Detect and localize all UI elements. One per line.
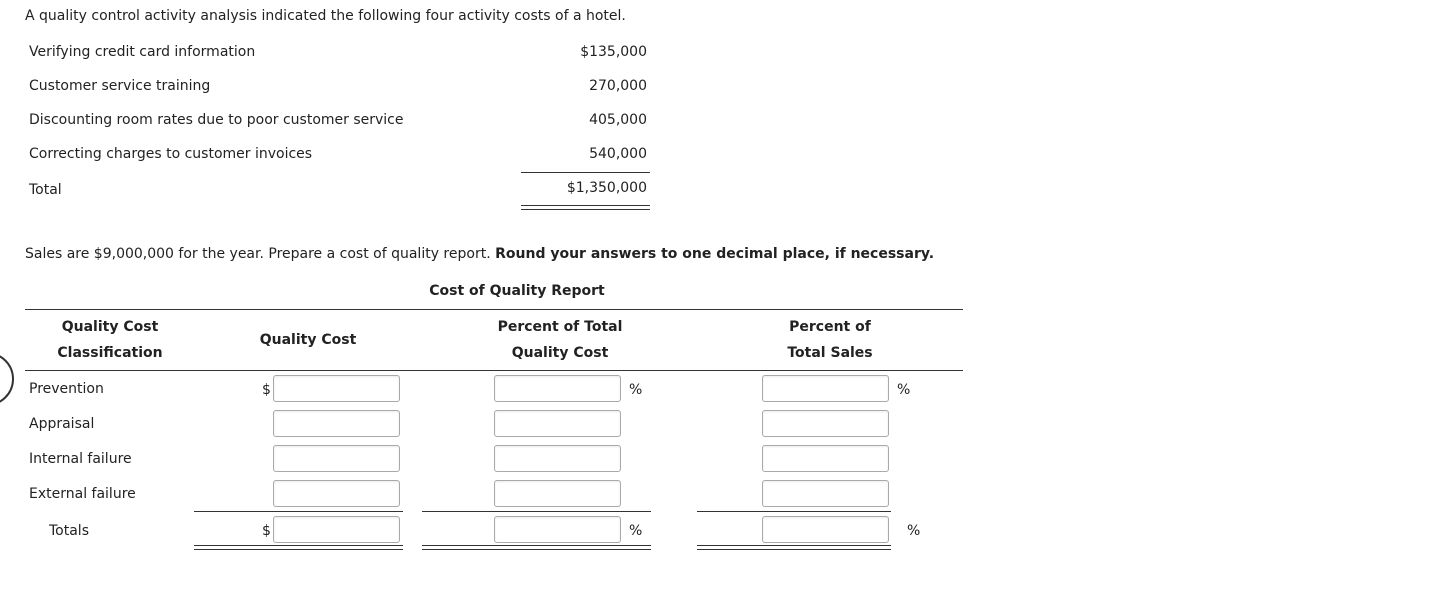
dollar-sign: $: [262, 523, 271, 539]
header-classification: Quality Cost Classification: [57, 319, 163, 361]
appraisal-cost-input[interactable]: [273, 410, 400, 437]
row-label-internal-failure: Internal failure: [29, 451, 132, 467]
instruction-bold: Round your answers to one decimal place, if necessary.: [495, 246, 935, 262]
header-percent-total-quality-cost: Percent of Total Quality Cost: [497, 319, 623, 361]
instruction-normal: Sales are $9,000,000 for the year. Prepare a cost of quality report.: [25, 246, 491, 262]
total-double-rule: [521, 205, 650, 210]
external-failure-percent-sales-input[interactable]: [762, 480, 889, 507]
row-label-totals: Totals: [49, 523, 89, 539]
prevention-percent-sales-input[interactable]: [762, 375, 889, 402]
appraisal-percent-sales-input[interactable]: [762, 410, 889, 437]
report-title: Cost of Quality Report: [429, 283, 605, 299]
header-top-rule: [25, 309, 963, 310]
row-label-external-failure: External failure: [29, 486, 136, 502]
activity-value: $135,000: [580, 44, 647, 60]
activity-label: Verifying credit card information: [29, 44, 256, 60]
activity-value: 540,000: [589, 146, 647, 162]
prevention-cost-input[interactable]: [273, 375, 400, 402]
activity-value: 405,000: [589, 112, 647, 128]
external-failure-cost-input[interactable]: [273, 480, 400, 507]
totals-percent-quality-input[interactable]: [494, 516, 621, 543]
internal-failure-percent-quality-input[interactable]: [494, 445, 621, 472]
totals-top-rule: [194, 511, 403, 512]
question-nav-circle[interactable]: [0, 352, 14, 406]
totals-double-rule: [697, 545, 891, 550]
dollar-sign: $: [262, 382, 271, 398]
total-label: Total: [29, 182, 62, 198]
header-percent-total-sales: Percent of Total Sales: [787, 319, 873, 361]
instruction-text: [25, 246, 934, 262]
internal-failure-cost-input[interactable]: [273, 445, 400, 472]
prevention-percent-quality-input[interactable]: [494, 375, 621, 402]
external-failure-percent-quality-input[interactable]: [494, 480, 621, 507]
totals-percent-sales-input[interactable]: [762, 516, 889, 543]
internal-failure-percent-sales-input[interactable]: [762, 445, 889, 472]
activity-value: 270,000: [589, 78, 647, 94]
percent-sign: %: [629, 382, 643, 398]
row-label-prevention: Prevention: [29, 381, 104, 397]
total-value: $1,350,000: [566, 180, 647, 196]
totals-double-rule: [194, 545, 403, 550]
percent-sign: %: [907, 523, 921, 539]
header-quality-cost: Quality Cost: [259, 332, 357, 348]
totals-top-rule: [422, 511, 651, 512]
activity-label: Correcting charges to customer invoices: [29, 146, 313, 162]
header-bottom-rule: [25, 370, 963, 371]
percent-sign: %: [629, 523, 643, 539]
totals-double-rule: [422, 545, 651, 550]
row-label-appraisal: Appraisal: [29, 416, 95, 432]
totals-cost-input[interactable]: [273, 516, 400, 543]
totals-top-rule: [697, 511, 891, 512]
intro-text: A quality control activity analysis indicated the following four activity costs of a hotel.: [25, 8, 626, 24]
percent-sign: %: [897, 382, 911, 398]
activity-label: Customer service training: [29, 78, 211, 94]
activity-label: Discounting room rates due to poor customer service: [29, 112, 404, 128]
subtotal-rule: [521, 172, 650, 173]
appraisal-percent-quality-input[interactable]: [494, 410, 621, 437]
